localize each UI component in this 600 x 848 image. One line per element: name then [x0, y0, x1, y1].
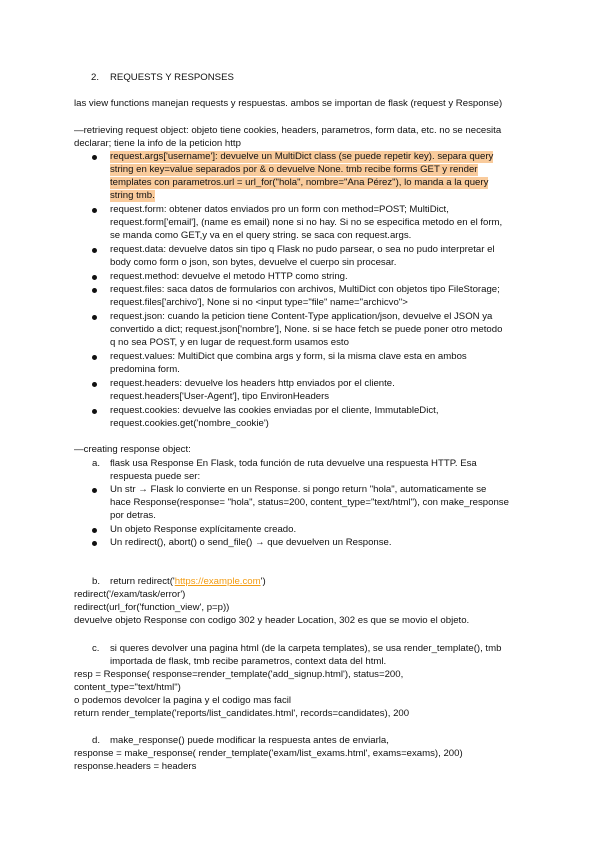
bullet-icon	[92, 541, 97, 546]
bullet-icon	[92, 288, 97, 293]
list-marker-d: d.	[92, 735, 101, 746]
list-item-args: request.args['username']: devuelve un MultiDict class (se puede repetir key). separa query	[110, 151, 494, 162]
section-number: 2.	[91, 72, 100, 83]
list-item-json: convertido a dict; request.json['nombre'], None. si se hace fetch se puede poner otro metodo	[110, 324, 503, 335]
item-d-text: make_response() puede modificar la respuesta antes de enviarla,	[110, 735, 389, 746]
list-item-cookies: request.cookies: devuelve las cookies enviadas por el cliente, ImmutableDict,	[110, 405, 439, 416]
list-item-cookies: request.cookies.get('nombre_cookie')	[110, 418, 269, 429]
bullet-icon	[92, 315, 97, 320]
item-a-text: respuesta puede ser:	[110, 471, 201, 482]
list-item-values: predomina form.	[110, 364, 180, 375]
list-item-args: templates con parametros.url = url_for("hola", nombre="Ana Pérez"), lo manda a la query	[110, 177, 489, 188]
item-b-code	[110, 576, 266, 588]
list-item-args: string en key=value separados por & o devuelve None. tmb recibe forms GET y render	[110, 164, 478, 175]
item-c-text: importada de flask, tmb recibe parametros, context data del html.	[110, 656, 387, 667]
creating-header: —creating response object:	[74, 444, 191, 455]
list-item-form: request.form['email'], (name es email) none si no hay. Si no se especifica metodo en el form,	[110, 217, 503, 228]
response-bullet-redirect: Un redirect(), abort() o send_file() → que devuelven un Response.	[110, 537, 392, 548]
code-line: content_type="text/html")	[74, 682, 181, 693]
response-bullet-object: Un objeto Response explícitamente creado.	[110, 524, 297, 535]
bullet-icon	[92, 488, 97, 493]
description-line: devuelve objeto Response con codigo 302 y header Location, 302 es que se movio el objeto.	[74, 615, 470, 626]
list-item-method: request.method: devuelve el metodo HTTP como string.	[110, 271, 348, 282]
code-text: return redirect('	[110, 576, 175, 587]
list-item-files: request.files['archivo'], None si no <input type="file" name="archicvo">	[110, 297, 408, 308]
intro-text: las view functions manejan requests y respuestas. ambos se importan de flask (request y Response)	[74, 98, 503, 109]
list-marker-a: a.	[92, 458, 101, 469]
list-item-headers: request.headers['User-Agent'], tipo EnvironHeaders	[110, 391, 330, 402]
list-item-data: body como form o json, son bytes, devuelve el cuerpo sin procesar.	[110, 257, 397, 268]
section-title: REQUESTS Y RESPONSES	[110, 72, 234, 83]
list-item-headers: request.headers: devuelve los headers http enviados por el cliente.	[110, 378, 395, 389]
retrieving-header: —retrieving request object: objeto tiene cookies, headers, parametros, form data, etc. no se necesita	[74, 125, 502, 136]
list-marker-c: c.	[92, 643, 100, 654]
item-a-text: flask usa Response En Flask, toda función de ruta devuelve una respuesta HTTP. Esa	[110, 458, 477, 469]
code-line: redirect(url_for('function_view', p=p))	[74, 602, 230, 613]
list-item-json: request.json: cuando la peticion tiene Content-Type application/json, devuelve el JSON ya	[110, 311, 493, 322]
code-line: response.headers = headers	[74, 761, 197, 772]
list-item-json: q no sea POST, y en lugar de request.form usamos esto	[110, 337, 349, 348]
list-item-form: request.form: obtener datos enviados pro un form con method=POST; MultiDict,	[110, 204, 449, 215]
code-line: redirect('/exam/task/error')	[74, 589, 186, 600]
bullet-icon	[92, 355, 97, 360]
bullet-icon	[92, 275, 97, 280]
item-c-text: si queres devolver una pagina html (de la carpeta templates), se usa render_template(), tmb	[110, 643, 502, 654]
list-marker-b: b.	[92, 576, 101, 587]
list-item-files: request.files: saca datos de formularios con archivos, MultiDict con objetos tipo FileStorage;	[110, 284, 500, 295]
response-bullet-str: Un str → Flask lo convierte en un Response. si pongo return "hola", automaticamente se	[110, 484, 487, 495]
response-bullet-str: hace Response(response= "hola", status=200, content_type="text/html"), con make_response	[110, 497, 509, 508]
bullet-icon	[92, 382, 97, 387]
list-item-data: request.data: devuelve datos sin tipo q Flask no pudo parsear, o sea no pudo interpretar el	[110, 244, 495, 255]
example-link[interactable]: https://example.com	[174, 576, 261, 587]
description-line: o podemos devolcer la pagina y el codigo mas facil	[74, 695, 292, 706]
code-line: response = make_response( render_template('exam/list_exams.html', exams=exams), 200)	[74, 748, 463, 759]
list-item-values: request.values: MultiDict que combina args y form, si la misma clave esta en ambos	[110, 351, 467, 362]
list-item-args: string tmb.	[110, 190, 155, 201]
bullet-icon	[92, 155, 97, 160]
bullet-icon	[92, 528, 97, 533]
list-item-form: se manda como GET,y va en el query string. se saca con request.args.	[110, 230, 412, 241]
code-line: resp = Response( response=render_template('add_signup.html'), status=200,	[74, 669, 404, 680]
code-text: ')	[260, 576, 266, 587]
response-bullet-str: por detras.	[110, 510, 156, 521]
bullet-icon	[92, 409, 97, 414]
retrieving-header-cont: declarar; tiene la info de la peticion http	[74, 138, 241, 149]
bullet-icon	[92, 248, 97, 253]
code-line: return render_template('reports/list_candidates.html', records=candidates), 200	[74, 708, 410, 719]
bullet-icon	[92, 208, 97, 213]
